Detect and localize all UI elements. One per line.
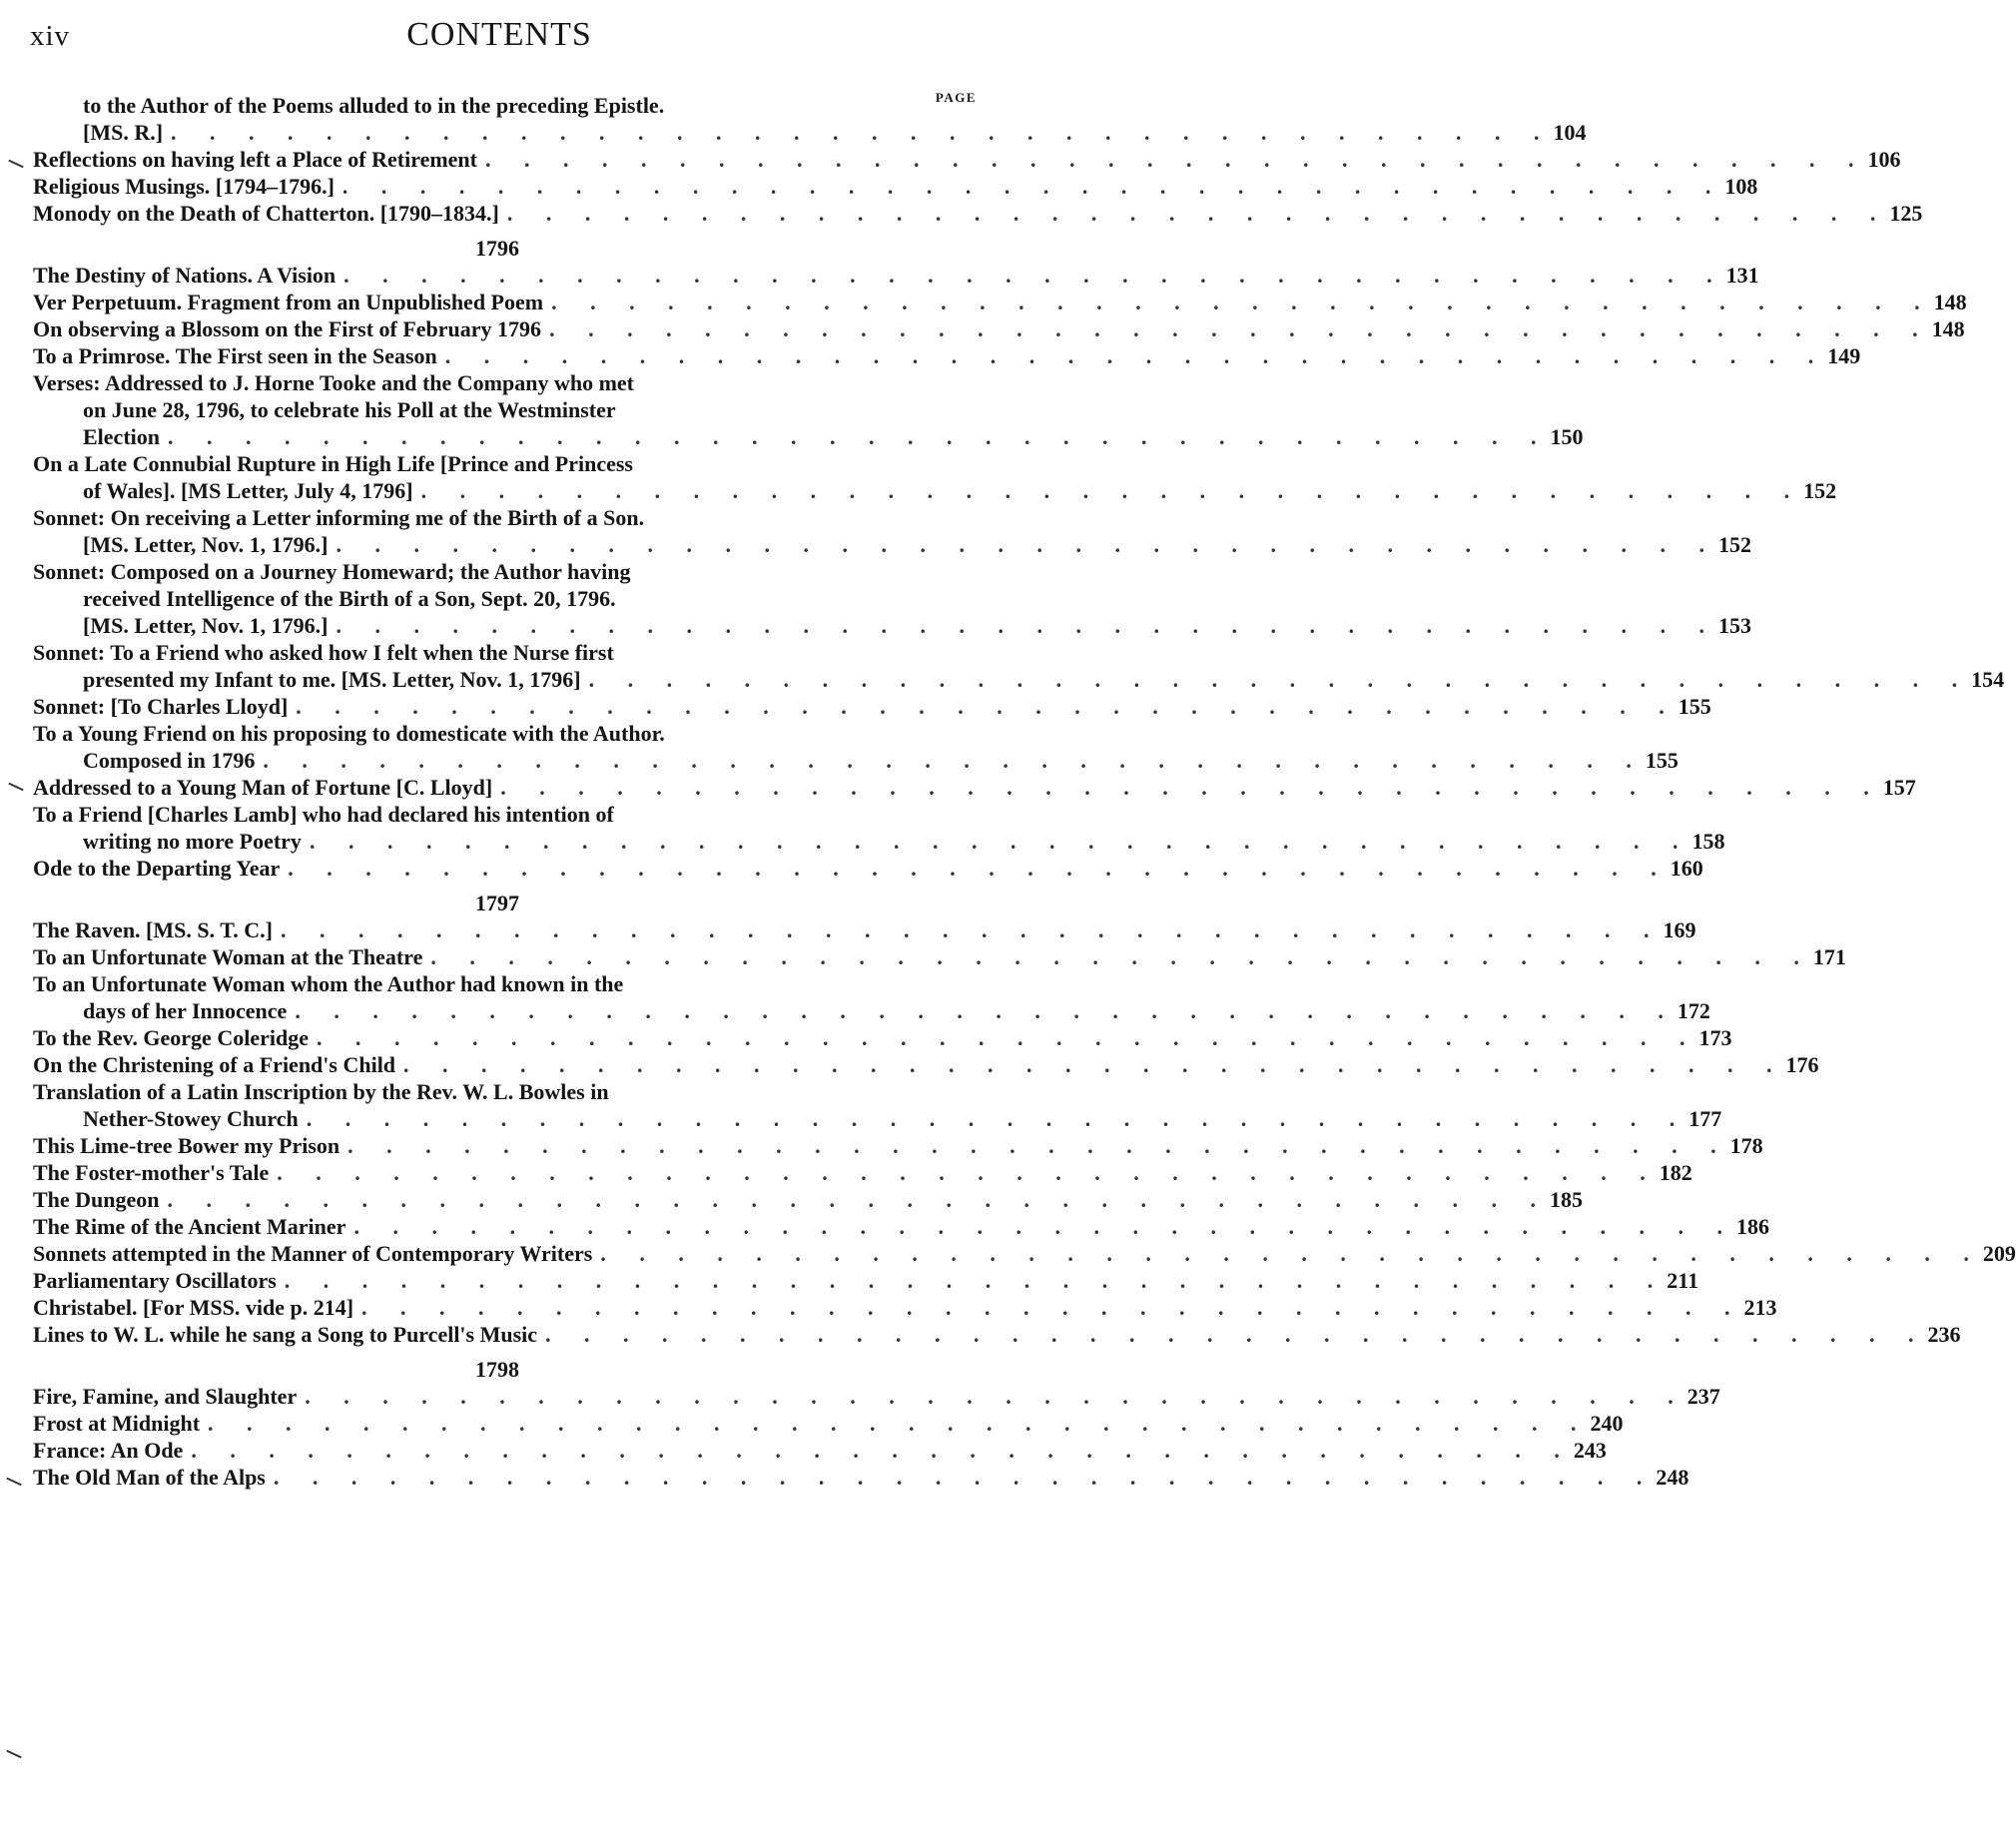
dot-leader — [277, 1159, 1660, 1186]
dot-leader — [507, 200, 1890, 227]
contents-entry[interactable] — [33, 1078, 1722, 1132]
contents-entry[interactable] — [33, 200, 1923, 227]
entry-page-number: 152 — [1717, 532, 1751, 557]
entry-title-line: Monody on the Death of Chatterton. [1790–1834.] — [33, 201, 499, 226]
dot-leader — [403, 1051, 1786, 1078]
contents-list — [33, 92, 2016, 1491]
dot-leader — [296, 693, 1679, 720]
contents-entry[interactable] — [33, 1213, 1769, 1240]
entry-page-number: 240 — [1590, 1411, 1624, 1436]
contents-entry[interactable] — [33, 289, 1967, 315]
entry-title-line: Christabel. [For MSS. vide p. 214] — [33, 1295, 354, 1320]
entry-page-number: 131 — [1725, 263, 1759, 288]
contents-entry[interactable] — [33, 970, 1710, 1024]
dot-leader — [317, 1024, 1699, 1051]
dot-leader — [168, 1186, 1551, 1213]
contents-entry[interactable] — [33, 558, 1751, 639]
contents-entry[interactable] — [33, 146, 1901, 173]
entry-title-line: The Foster-mother's Tale — [33, 1160, 270, 1185]
entry-title-line: Composed in 1796 — [83, 748, 256, 773]
entry-page-number: 237 — [1686, 1384, 1720, 1409]
entry-page-number: 160 — [1670, 856, 1703, 881]
dot-leader — [310, 828, 1692, 855]
dot-leader — [171, 119, 1554, 146]
entry-title-line: Nether-Stowey Church — [83, 1106, 299, 1131]
dot-leader — [336, 612, 1718, 639]
entry-title-line: The Raven. [MS. S. T. C.] — [33, 917, 273, 942]
entry-title-line: Lines to W. L. while he sang a Song to Purcell's Music — [33, 1322, 538, 1347]
entry-title-line: Sonnets attempted in the Manner of Contemporary Writers — [33, 1241, 593, 1266]
entry-title-line: To a Young Friend on his proposing to domesticate with the Author. — [33, 721, 665, 746]
contents-entry[interactable] — [33, 1159, 1692, 1186]
entry-title-line: To a Primrose. The First seen in the Season — [33, 343, 437, 368]
entry-page-number: 152 — [1803, 478, 1837, 503]
contents-entry[interactable] — [33, 262, 1759, 289]
entry-page-number: 106 — [1867, 147, 1901, 172]
entry-title-line: Sonnet: Composed on a Journey Homeward; the Author having — [33, 559, 631, 584]
margin-tick-mark — [8, 783, 23, 792]
contents-entry[interactable] — [33, 1383, 1720, 1410]
entry-page-number: 125 — [1889, 201, 1923, 226]
entry-title-line: Parliamentary Oscillators — [33, 1268, 277, 1293]
dot-leader — [281, 916, 1664, 943]
contents-entry[interactable] — [33, 450, 1837, 504]
year-heading: 1797 — [475, 891, 519, 915]
running-header — [30, 16, 969, 66]
entry-page-number: 209 — [1982, 1241, 2016, 1266]
entry-title-line: To an Unfortunate Woman at the Theatre — [33, 944, 423, 969]
page-folio: xiv — [30, 20, 71, 52]
entry-title-line: The Rime of the Ancient Mariner — [33, 1214, 346, 1239]
contents-entry[interactable] — [33, 1267, 1699, 1294]
dot-leader — [445, 342, 1828, 369]
entry-page-number: 155 — [1645, 748, 1679, 773]
dot-leader — [600, 1240, 1983, 1267]
entry-page-number: 148 — [1933, 290, 1967, 314]
year-heading: 1798 — [475, 1357, 519, 1382]
page-title: CONTENTS — [406, 16, 592, 53]
entry-title-line: This Lime-tree Bower my Prison — [33, 1133, 340, 1158]
contents-entry[interactable] — [33, 1464, 1689, 1491]
contents-entry[interactable] — [33, 504, 1751, 558]
entry-title-line: Ode to the Departing Year — [33, 856, 281, 881]
entry-title-line: To the Rev. George Coleridge — [33, 1025, 309, 1050]
dot-leader — [500, 774, 1883, 801]
entry-page-number: 150 — [1550, 424, 1584, 449]
entry-page-number: 186 — [1735, 1214, 1769, 1239]
dot-leader — [263, 747, 1646, 774]
dot-leader — [421, 477, 1804, 504]
entry-title-line: Sonnet: On receiving a Letter informing me of the Birth of a Son. — [33, 505, 645, 530]
entry-title-line: Election — [83, 424, 160, 449]
dot-leader — [347, 1132, 1730, 1159]
entry-title-line: On the Christening of a Friend's Child — [33, 1052, 396, 1077]
contents-entry[interactable] — [33, 1186, 1584, 1213]
contents-entry[interactable] — [33, 315, 1965, 342]
dot-leader — [551, 289, 1934, 315]
entry-title-line: Fire, Famine, and Slaughter — [33, 1384, 298, 1409]
dot-leader — [353, 1213, 1736, 1240]
entry-title-line: received Intelligence of the Birth of a Son, Sept. 20, 1796. — [83, 586, 616, 611]
entry-page-number: 148 — [1931, 316, 1965, 341]
entry-title-line: on June 28, 1796, to celebrate his Poll at the Westminster — [83, 397, 616, 422]
entry-title-line: To an Unfortunate Woman whom the Author had known in the — [33, 971, 624, 996]
contents-entry[interactable] — [33, 693, 1711, 720]
entry-title-line: days of her Innocence — [83, 998, 288, 1023]
dot-leader — [336, 531, 1718, 558]
dot-leader — [307, 1105, 1689, 1132]
entry-title-line: France: An Ode — [33, 1438, 184, 1463]
contents-entry[interactable] — [33, 1437, 1607, 1464]
entry-page-number: 248 — [1656, 1465, 1689, 1490]
contents-entry[interactable] — [33, 173, 1758, 200]
page-column-label: PAGE — [935, 90, 977, 105]
entry-page-number: 158 — [1691, 829, 1725, 854]
dot-leader — [545, 1321, 1928, 1348]
entry-page-number: 236 — [1927, 1322, 1961, 1347]
entry-page-number: 173 — [1698, 1025, 1732, 1050]
entry-page-number: 108 — [1724, 174, 1758, 199]
entry-title-line: Religious Musings. [1794–1796.] — [33, 174, 335, 199]
entry-title-line: of Wales]. [MS Letter, July 4, 1796] — [83, 478, 413, 503]
dot-leader — [485, 146, 1868, 173]
entry-page-number: 149 — [1827, 343, 1861, 368]
contents-entry[interactable] — [33, 943, 1846, 970]
dot-leader — [430, 943, 1813, 970]
entry-page-number: 243 — [1573, 1438, 1607, 1463]
entry-page-number: 157 — [1882, 775, 1916, 800]
entry-title-line: Frost at Midnight — [33, 1411, 201, 1436]
contents-entry[interactable] — [33, 639, 2005, 693]
contents-entry[interactable] — [33, 855, 1703, 882]
contents-entry[interactable] — [33, 801, 1725, 855]
dot-leader — [361, 1294, 1744, 1321]
margin-tick-mark — [6, 1750, 21, 1759]
entry-title-line: Addressed to a Young Man of Fortune [C. Lloyd] — [33, 775, 493, 800]
entry-page-number: 104 — [1553, 120, 1587, 145]
contents-entry[interactable] — [33, 916, 1696, 943]
entry-title-line: The Old Man of the Alps — [33, 1465, 266, 1490]
year-heading: 1796 — [475, 236, 519, 261]
dot-leader — [168, 423, 1551, 450]
entry-title-line: presented my Infant to me. [MS. Letter, Nov. 1, 1796] — [83, 667, 581, 692]
contents-entry[interactable] — [33, 1051, 1819, 1078]
entry-title-line: writing no more Poetry — [83, 829, 302, 854]
contents-entry[interactable] — [33, 1240, 2016, 1267]
entry-page-number: 154 — [1971, 667, 2005, 692]
entry-page-number: 213 — [1743, 1295, 1777, 1320]
entry-title-line: On observing a Blossom on the First of February 1796 — [33, 316, 542, 341]
entry-page-number: 185 — [1550, 1187, 1584, 1212]
contents-entry[interactable] — [33, 1321, 1961, 1348]
entry-title-line: to the Author of the Poems alluded to in the preceding Epistle. — [83, 93, 665, 118]
entry-title-line: Verses: Addressed to J. Horne Tooke and the Company who met — [33, 370, 634, 395]
entry-page-number: 211 — [1667, 1268, 1699, 1293]
entry-page-number: 155 — [1678, 694, 1711, 719]
entry-page-number: 153 — [1717, 613, 1751, 638]
entry-title-line: To a Friend [Charles Lamb] who had declared his intention of — [33, 802, 614, 827]
entry-title-line: On a Late Connubial Rupture in High Life [Prince and Princess — [33, 451, 633, 476]
dot-leader — [589, 666, 1972, 693]
contents-entry[interactable] — [33, 369, 1584, 450]
entry-page-number: 176 — [1785, 1052, 1819, 1077]
entry-title-line: Ver Perpetuum. Fragment from an Unpublished Poem — [33, 290, 544, 314]
entry-page-number: 178 — [1729, 1133, 1763, 1158]
entry-title-line: Sonnet: To a Friend who asked how I felt when the Nurse first — [33, 640, 614, 665]
entry-title-line: Sonnet: [To Charles Lloyd] — [33, 694, 289, 719]
contents-entry[interactable] — [33, 92, 1587, 146]
dot-leader — [208, 1410, 1591, 1437]
contents-entry[interactable] — [33, 1410, 1624, 1437]
entry-title-line: Translation of a Latin Inscription by the Rev. W. L. Bowles in — [33, 1079, 609, 1104]
contents-entry[interactable] — [33, 774, 1916, 801]
contents-entry[interactable] — [33, 720, 1679, 774]
contents-entry[interactable] — [33, 1294, 1777, 1321]
entry-page-number: 182 — [1659, 1160, 1692, 1185]
dot-leader — [549, 315, 1932, 342]
dot-leader — [285, 1267, 1668, 1294]
margin-tick-mark — [6, 1478, 21, 1487]
dot-leader — [343, 262, 1726, 289]
contents-entry[interactable] — [33, 342, 1861, 369]
dot-leader — [295, 997, 1678, 1024]
entry-title-line: [MS. Letter, Nov. 1, 1796.] — [83, 532, 329, 557]
entry-title-line: [MS. Letter, Nov. 1, 1796.] — [83, 613, 329, 638]
entry-page-number: 172 — [1677, 998, 1710, 1023]
entry-title-line: The Destiny of Nations. A Vision — [33, 263, 336, 288]
entry-title-line: The Dungeon — [33, 1187, 160, 1212]
entry-title-line: Reflections on having left a Place of Retirement — [33, 147, 477, 172]
entry-page-number: 169 — [1663, 917, 1696, 942]
entry-page-number: 171 — [1812, 944, 1846, 969]
entry-title-line: [MS. R.] — [83, 120, 164, 145]
dot-leader — [274, 1464, 1657, 1491]
dot-leader — [191, 1437, 1574, 1464]
margin-tick-mark — [8, 160, 23, 169]
entry-page-number: 177 — [1688, 1106, 1722, 1131]
contents-entry[interactable] — [33, 1024, 1732, 1051]
dot-leader — [342, 173, 1725, 200]
dot-leader — [288, 855, 1671, 882]
contents-entry[interactable] — [33, 1132, 1763, 1159]
dot-leader — [305, 1383, 1687, 1410]
